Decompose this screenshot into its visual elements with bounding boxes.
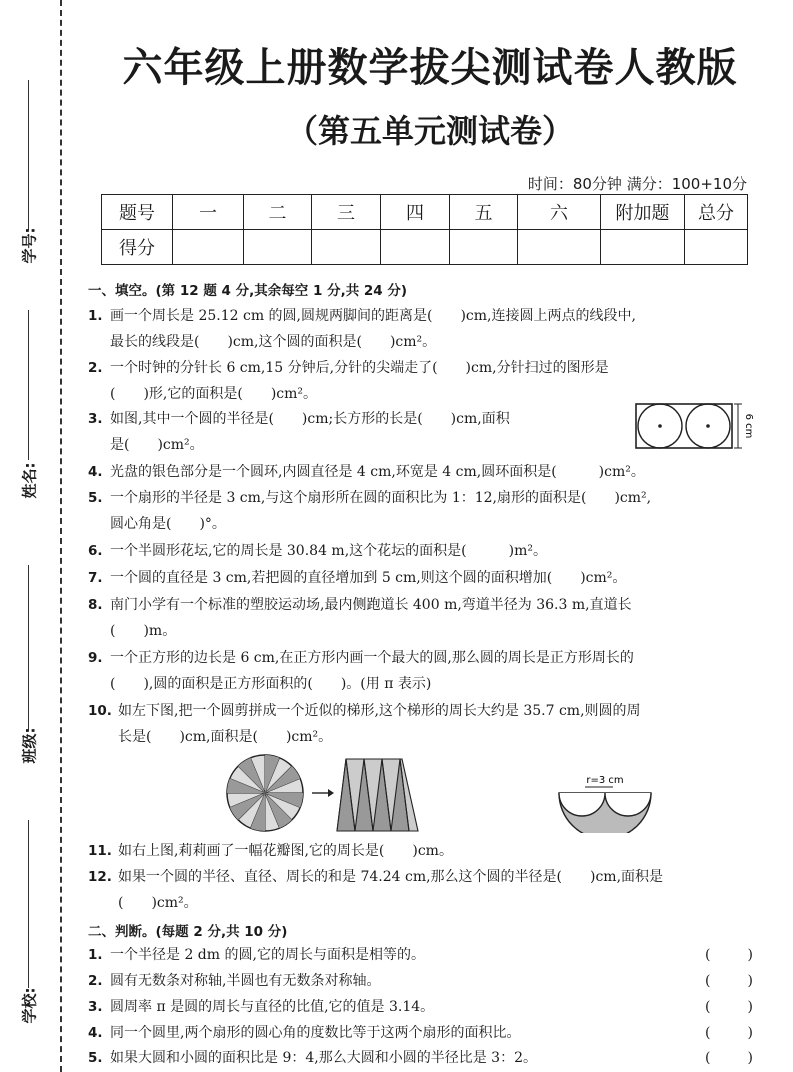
question-line: 南门小学有一个标准的塑胶运动场,最内侧跑道长 400 m,弯道半径为 36.3 m,直道长 [110, 597, 632, 613]
question-number: 4. [88, 1025, 103, 1041]
right-circle-center [706, 424, 710, 428]
school-field [16, 820, 42, 1060]
trapezoid-shape [337, 759, 418, 831]
question-number: 11. [88, 843, 112, 859]
paren-open: ( [705, 947, 711, 963]
score-header-cell: 一 [173, 195, 244, 230]
question-line: 一个半圆形花坛,它的周长是 30.84 m,这个花坛的面积是( )m²。 [110, 543, 547, 559]
score-header-cell: 附加题 [601, 195, 685, 230]
time-info: 时间：80分钟 满分：100+10分 [527, 175, 747, 193]
arrow-icon [312, 789, 334, 797]
question-text: 圆有无数条对称轴,半圆也有无数条对称轴。 [110, 973, 381, 989]
question-number: 2. [88, 973, 103, 989]
rectangle-shape [636, 404, 732, 448]
answer-blank[interactable] [705, 1045, 753, 1071]
question-number: 3. [88, 999, 103, 1015]
name-line [28, 310, 29, 460]
class-field [16, 565, 42, 785]
circle-to-trapezoid-figure [222, 753, 430, 837]
score-header-cell: 三 [312, 195, 381, 230]
question-9 [88, 645, 753, 697]
radius-label: r=3 cm [586, 775, 624, 786]
answer-blank[interactable] [705, 994, 753, 1020]
score-input-cell[interactable] [381, 230, 450, 265]
name-label: 姓名: [20, 462, 39, 499]
score-header-cell: 题号 [102, 195, 173, 230]
score-header-cell: 总分 [685, 195, 748, 230]
question-number: 8. [88, 597, 103, 613]
question-line: 如左下图,把一个圆剪拼成一个近似的梯形,这个梯形的周长大约是 35.7 cm,则圆的周 [118, 703, 641, 719]
score-input-cell[interactable] [173, 230, 244, 265]
answer-blank[interactable] [705, 1020, 753, 1046]
question-1 [88, 303, 753, 355]
question-3 [88, 406, 608, 458]
dimension-label: 6 cm [743, 413, 754, 439]
score-header-cell: 四 [381, 195, 450, 230]
score-table [101, 194, 748, 265]
section1-title: 一、填空。(第 12 题 4 分,其余每空 1 分,共 24 分) [88, 283, 408, 299]
left-circle-center [658, 424, 662, 428]
score-header-cell: 二 [244, 195, 312, 230]
section2-title: 二、判断。(每题 2 分,共 10 分) [88, 924, 288, 940]
question-number: 9. [88, 650, 103, 666]
question-number: 5. [88, 490, 103, 506]
question-2 [88, 355, 753, 407]
question-text: 如果大圆和小圆的面积比是 9：4,那么大圆和小圆的半径比是 3：2。 [110, 1050, 537, 1066]
question-line: ( )cm²。 [118, 895, 198, 911]
question-7 [88, 565, 753, 591]
student-id-field [16, 80, 42, 280]
school-line [28, 820, 29, 988]
question-number: 4. [88, 464, 103, 480]
sector-circle [227, 755, 303, 831]
score-input-cell[interactable] [312, 230, 381, 265]
question-line: 圆心角是( )°。 [110, 516, 226, 532]
question-8 [88, 592, 753, 644]
score-input-cell[interactable] [450, 230, 518, 265]
score-table-score-row [102, 230, 748, 265]
judge-question-1 [88, 942, 753, 968]
question-5 [88, 485, 753, 537]
page-subtitle: （第五单元测试卷） [285, 112, 574, 150]
paren-close: ) [747, 973, 753, 989]
question-line: 如右上图,莉莉画了一幅花瓣图,它的周长是( )cm。 [118, 843, 453, 859]
paren-open: ( [705, 999, 711, 1015]
class-label: 班级: [20, 727, 39, 764]
question-line: 最长的线段是( )cm,这个圆的面积是( )cm²。 [110, 334, 437, 350]
paren-open: ( [705, 1050, 711, 1066]
question-line: 一个扇形的半径是 3 cm,与这个扇形所在圆的面积比为 1：12,扇形的面积是( )cm², [110, 490, 652, 506]
answer-blank[interactable] [705, 968, 753, 994]
class-line [28, 565, 29, 730]
question-line: 光盘的银色部分是一个圆环,内圆直径是 4 cm,环宽是 4 cm,圆环面积是( )cm²。 [110, 464, 645, 480]
student-id-label: 学号: [20, 227, 39, 264]
question-text: 一个半径是 2 dm 的圆,它的周长与面积是相等的。 [110, 947, 425, 963]
two-circles-rectangle-figure [634, 402, 756, 450]
judge-question-4 [88, 1020, 753, 1046]
score-header-cell: 六 [518, 195, 601, 230]
score-header-cell: 五 [450, 195, 518, 230]
paren-close: ) [747, 1025, 753, 1041]
paren-open: ( [705, 973, 711, 989]
question-number: 3. [88, 411, 103, 427]
paren-close: ) [747, 1050, 753, 1066]
question-number: 7. [88, 570, 103, 586]
judge-question-3 [88, 994, 753, 1020]
judge-question-2 [88, 968, 753, 994]
paren-open: ( [705, 1025, 711, 1041]
score-input-cell[interactable] [601, 230, 685, 265]
question-6 [88, 538, 753, 564]
question-number: 10. [88, 703, 112, 719]
question-line: 如果一个圆的半径、直径、周长的和是 74.24 cm,那么这个圆的半径是( )cm,面积是 [118, 869, 664, 885]
page-title: 六年级上册数学拔尖测试卷人教版 [122, 45, 738, 91]
question-line: ( )形,它的面积是( )cm²。 [110, 386, 318, 402]
name-field [16, 310, 42, 510]
answer-blank[interactable] [705, 942, 753, 968]
question-4 [88, 459, 753, 485]
question-line: 如图,其中一个圆的半径是( )cm;长方形的长是( )cm,面积 [110, 411, 510, 427]
question-10 [88, 698, 753, 750]
question-number: 6. [88, 543, 103, 559]
question-text: 圆周率 π 是圆的周长与直径的比值,它的值是 3.14。 [110, 999, 435, 1015]
judge-question-5 [88, 1045, 753, 1071]
paren-close: ) [747, 999, 753, 1015]
question-number: 12. [88, 869, 112, 885]
score-row-label: 得分 [102, 230, 173, 265]
question-line: ( )m。 [110, 623, 177, 639]
question-line: 一个时钟的分针长 6 cm,15 分钟后,分针的尖端走了( )cm,分针扫过的图形是 [110, 360, 609, 376]
petal-figure [555, 773, 655, 833]
question-line: 画一个周长是 25.12 cm 的圆,圆规两脚间的距离是( )cm,连接圆上两点的线段中, [110, 308, 636, 324]
binding-dashed-line [60, 0, 62, 1072]
score-input-cell[interactable] [518, 230, 601, 265]
question-line: 是( )cm²。 [110, 437, 204, 453]
score-input-cell[interactable] [244, 230, 312, 265]
score-input-cell[interactable] [685, 230, 748, 265]
question-line: ( ),圆的面积是正方形面积的( )。(用 π 表示) [110, 676, 432, 692]
question-11 [88, 838, 753, 864]
paren-close: ) [747, 947, 753, 963]
question-12 [88, 864, 753, 916]
score-table-header-row [102, 195, 748, 230]
question-line: 长是( )cm,面积是( )cm²。 [118, 729, 333, 745]
school-label: 学校: [20, 987, 39, 1024]
question-number: 1. [88, 947, 103, 963]
question-line: 一个正方形的边长是 6 cm,在正方形内画一个最大的圆,那么圆的周长是正方形周长的 [110, 650, 634, 666]
question-line: 一个圆的直径是 3 cm,若把圆的直径增加到 5 cm,则这个圆的面积增加( )cm²。 [110, 570, 627, 586]
question-number: 1. [88, 308, 103, 324]
question-text: 同一个圆里,两个扇形的圆心角的度数比等于这两个扇形的面积比。 [110, 1025, 521, 1041]
student-id-line [28, 80, 29, 230]
question-number: 2. [88, 360, 103, 376]
question-number: 5. [88, 1050, 103, 1066]
